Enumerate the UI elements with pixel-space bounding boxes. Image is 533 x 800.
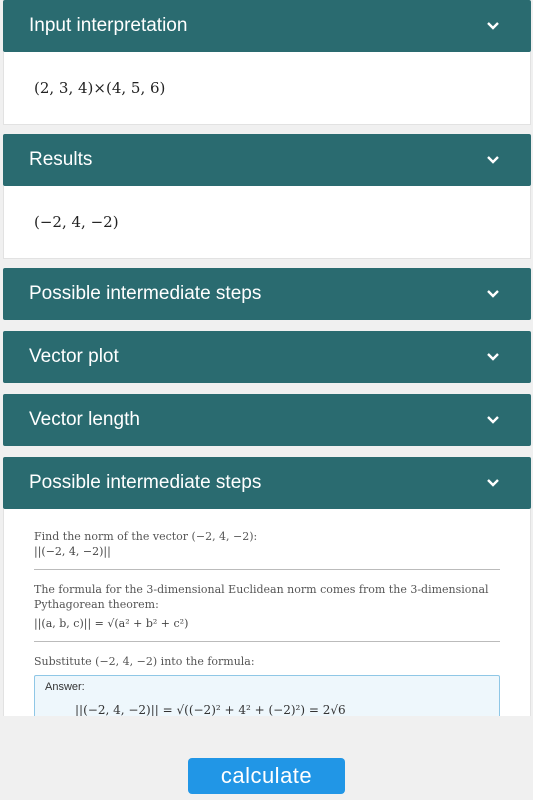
input-interpretation-card [3,52,531,125]
input-interpretation-section [3,0,531,125]
input-interpretation-header[interactable] [3,0,531,52]
vector-plot-header[interactable] [3,331,531,383]
result-formula: (−2, 4, −2) [34,213,119,231]
chevron-down-icon[interactable] [485,152,501,168]
chevron-down-icon[interactable] [485,286,501,302]
answer-label: Answer: [45,681,85,693]
intermediate-steps-section [3,268,531,320]
intermediate-steps-expanded-section [3,457,531,716]
section-title: Possible intermediate steps [29,283,262,304]
chevron-down-icon[interactable] [485,475,501,491]
calculate-button[interactable]: calculate [188,758,345,794]
answer-box [34,675,500,716]
intermediate-steps-header[interactable] [3,268,531,320]
step-text: Substitute (−2, 4, −2) into the formula: [34,655,255,668]
vector-plot-section [3,331,531,383]
section-title: Vector length [29,409,140,430]
divider [34,569,500,570]
input-formula: (2, 3, 4)×(4, 5, 6) [34,79,166,97]
chevron-down-icon[interactable] [485,18,501,34]
intermediate-steps-expanded-header[interactable] [3,457,531,509]
vector-length-header[interactable] [3,394,531,446]
step-text: Find the norm of the vector (−2, 4, −2): [34,530,258,543]
section-title: Results [29,149,93,170]
step-text: The formula for the 3-dimensional Euclidean norm comes from the 3-dimensional Pythagorean theorem: [34,583,489,611]
results-section [3,134,531,259]
answer-equation: ||(−2, 4, −2)|| = √((−2)² + 4² + (−2)²) = 2√6 [75,703,346,716]
step-math: ||(a, b, c)|| = √(a² + b² + c²) [34,617,189,630]
vector-length-section [3,394,531,446]
divider [34,641,500,642]
section-title: Possible intermediate steps [29,472,262,493]
intermediate-steps-card [3,509,531,716]
section-title: Vector plot [29,346,119,367]
chevron-down-icon[interactable] [485,349,501,365]
results-header[interactable] [3,134,531,186]
section-title: Input interpretation [29,15,188,36]
chevron-down-icon[interactable] [485,412,501,428]
step-math: ||(−2, 4, −2)|| [34,545,111,558]
results-card [3,186,531,259]
